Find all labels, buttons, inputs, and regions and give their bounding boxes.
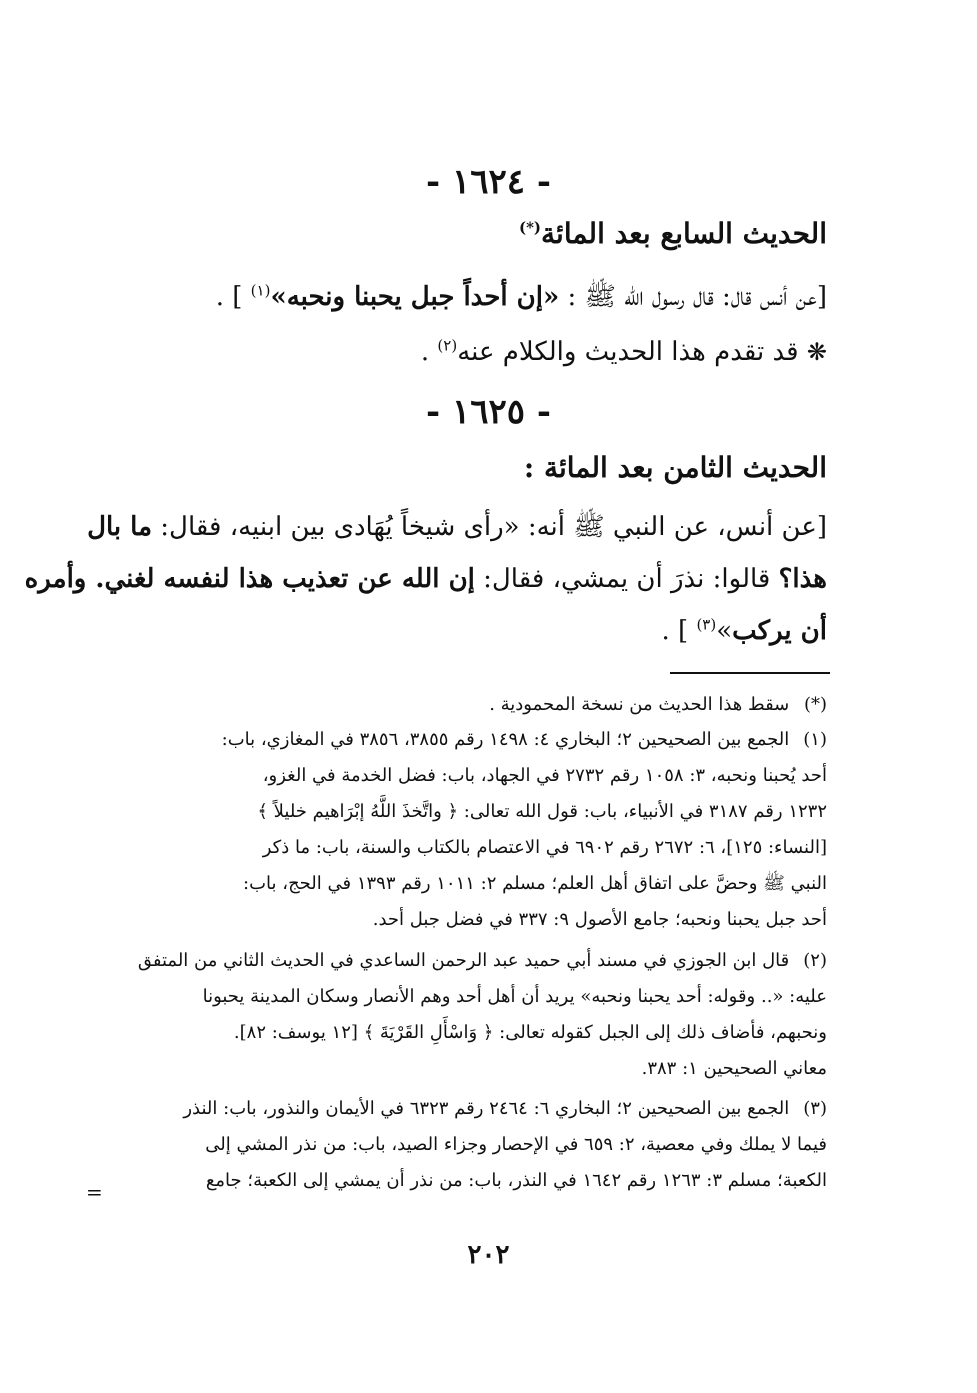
bracket-close-2: ] . [661,616,697,646]
footnote-number: (٢) [803,950,827,971]
asterisk-ornament-icon: ❋ [806,338,827,366]
footnote-star [127,690,827,720]
footnote-1-line-2: أحد يُحبنا ونحبه، ٣: ١٠٥٨ رقم ٢٧٣٢ في الجهاد، باب: فضل الخدمة في الغزو، [262,765,827,786]
hadith-quote-part-2: هذا؟ [778,564,827,594]
hadith-intro-2: [عن أنس، عن النبي ﷺ أنه: «رأى شيخاً يُهَادى بين ابنيه، فقال: [152,512,827,542]
note-end: . [420,337,438,367]
footnote-number: (١) [803,729,827,750]
footnote-2-line-1 [127,946,827,976]
section-title-text: الحديث السابع بعد المائة [541,217,827,250]
footnote-text: الجمع بين الصحيحين ٢؛ البخاري ٦: ٢٤٦٤ رقم ٦٣٢٣ في الأيمان والنذور، باب: النذر [183,1098,790,1119]
footnote-ref-1: (١) [250,281,271,300]
footnote-number: (*) [803,694,827,715]
footnote-3-line-1 [127,1094,827,1124]
hadith-number-1625: - ١٦٢٥ - [426,392,551,432]
footnote-divider [670,672,830,674]
footnote-1-line-1 [127,725,827,755]
footnote-3-line-2: فيما لا يملك وفي معصية، ٢: ٦٥٩ في الإحصار وجزاء الصيد، باب: من نذر المشي إلى [205,1134,827,1155]
footnote-3-line-3: الكعبة؛ مسلم ٣: ١٢٦٣ رقم ١٦٤٢ في النذر، باب: من نذر أن يمشي إلى الكعبة؛ جامع [205,1170,827,1191]
section-title-108: الحديث الثامن بعد المائة : [523,451,827,484]
bracket-close: ] . [215,282,251,312]
hadith-text-line-3 [147,609,827,653]
footnote-1-line-3: ١٢٣٢ رقم ٣١٨٧ في الأنبياء، باب: قول الله تعالى: ﴿ واتَّخذَ اللَّهُ إبْرَاهيم خليلاً ﴾ [257,801,827,822]
footnote-number: (٣) [803,1098,827,1119]
footnote-ref-3: (٣) [696,615,717,634]
note-text: قد تقدم هذا الحديث والكلام عنه [457,337,807,367]
footnote-ref-star: (*) [518,218,542,237]
footnote-text: الجمع بين الصحيحين ٢؛ البخاري ٤: ١٤٩٨ رقم ٣٨٥٥، ٣٨٥٦ في المغازي، باب: [221,729,790,750]
footnote-2-line-3: ونحبهم، فأضاف ذلك إلى الجبل كقوله تعالى: ﴿ وَاسْأَلِ القَرْيَةَ ﴾ [١٢ يوسف: ٨٢]. [233,1022,827,1043]
hadith-number-1624: - ١٦٢٤ - [426,162,551,202]
page-number: ٢٠٢ [467,1240,510,1270]
footnote-1-line-6: أحد جبل يحبنا ونحبه؛ جامع الأصول ٩: ٣٣٧ في فضل جبل أحد. [372,909,827,930]
footnote-2-line-2: عليه: «.. وقوله: أحد يحبنا ونحبه» يريد أن أهل أحد وهم الأنصار وسكان المدينة يحبونا [202,986,827,1007]
footnote-text: سقط هذا الحديث من نسخة المحمودية . [489,694,790,715]
note-line [147,330,827,374]
footnote-1-line-4: [النساء: ١٢٥]، ٦: ٢٦٧٢ رقم ٦٩٠٢ في الاعتصام بالكتاب والسنة، باب: ما ذكر [262,837,827,858]
hadith-quote-part-4: أن يركب [732,616,827,646]
hadith-narration: قالوا: نذرَ أن يمشي، فقال: [474,564,779,594]
quote-close: » [716,616,733,646]
hadith-intro: [عن أنس قال: قال رسول الله ﷺ : [559,282,827,312]
footnote-text: قال ابن الجوزي في مسند أبي حميد عبد الرحمن الساعدي في الحديث الثاني من المتفق [137,950,790,971]
hadith-quote: «إن أحداً جبل يحبنا ونحبه» [270,282,560,312]
hadith-text-line-2 [24,557,827,601]
section-title-107 [147,212,827,256]
hadith-text-1624 [147,275,827,319]
footnote-ref-2: (٢) [437,336,458,355]
hadith-quote-part-1: ما بال [87,512,153,542]
footnote-1-line-5: النبي ﷺ وحضَّ على اتفاق أهل العلم؛ مسلم ٢: ١٠١١ رقم ١٣٩٣ في الحج، باب: [243,873,827,894]
footnote-2-line-4: معاني الصحيحين ١: ٣٨٣. [641,1058,827,1079]
hadith-quote-part-3: إن الله عن تعذيب هذا لنفسه لغني. وأمره [24,564,475,594]
continuation-mark: = [86,1180,103,1204]
hadith-text-line-1 [87,505,827,549]
